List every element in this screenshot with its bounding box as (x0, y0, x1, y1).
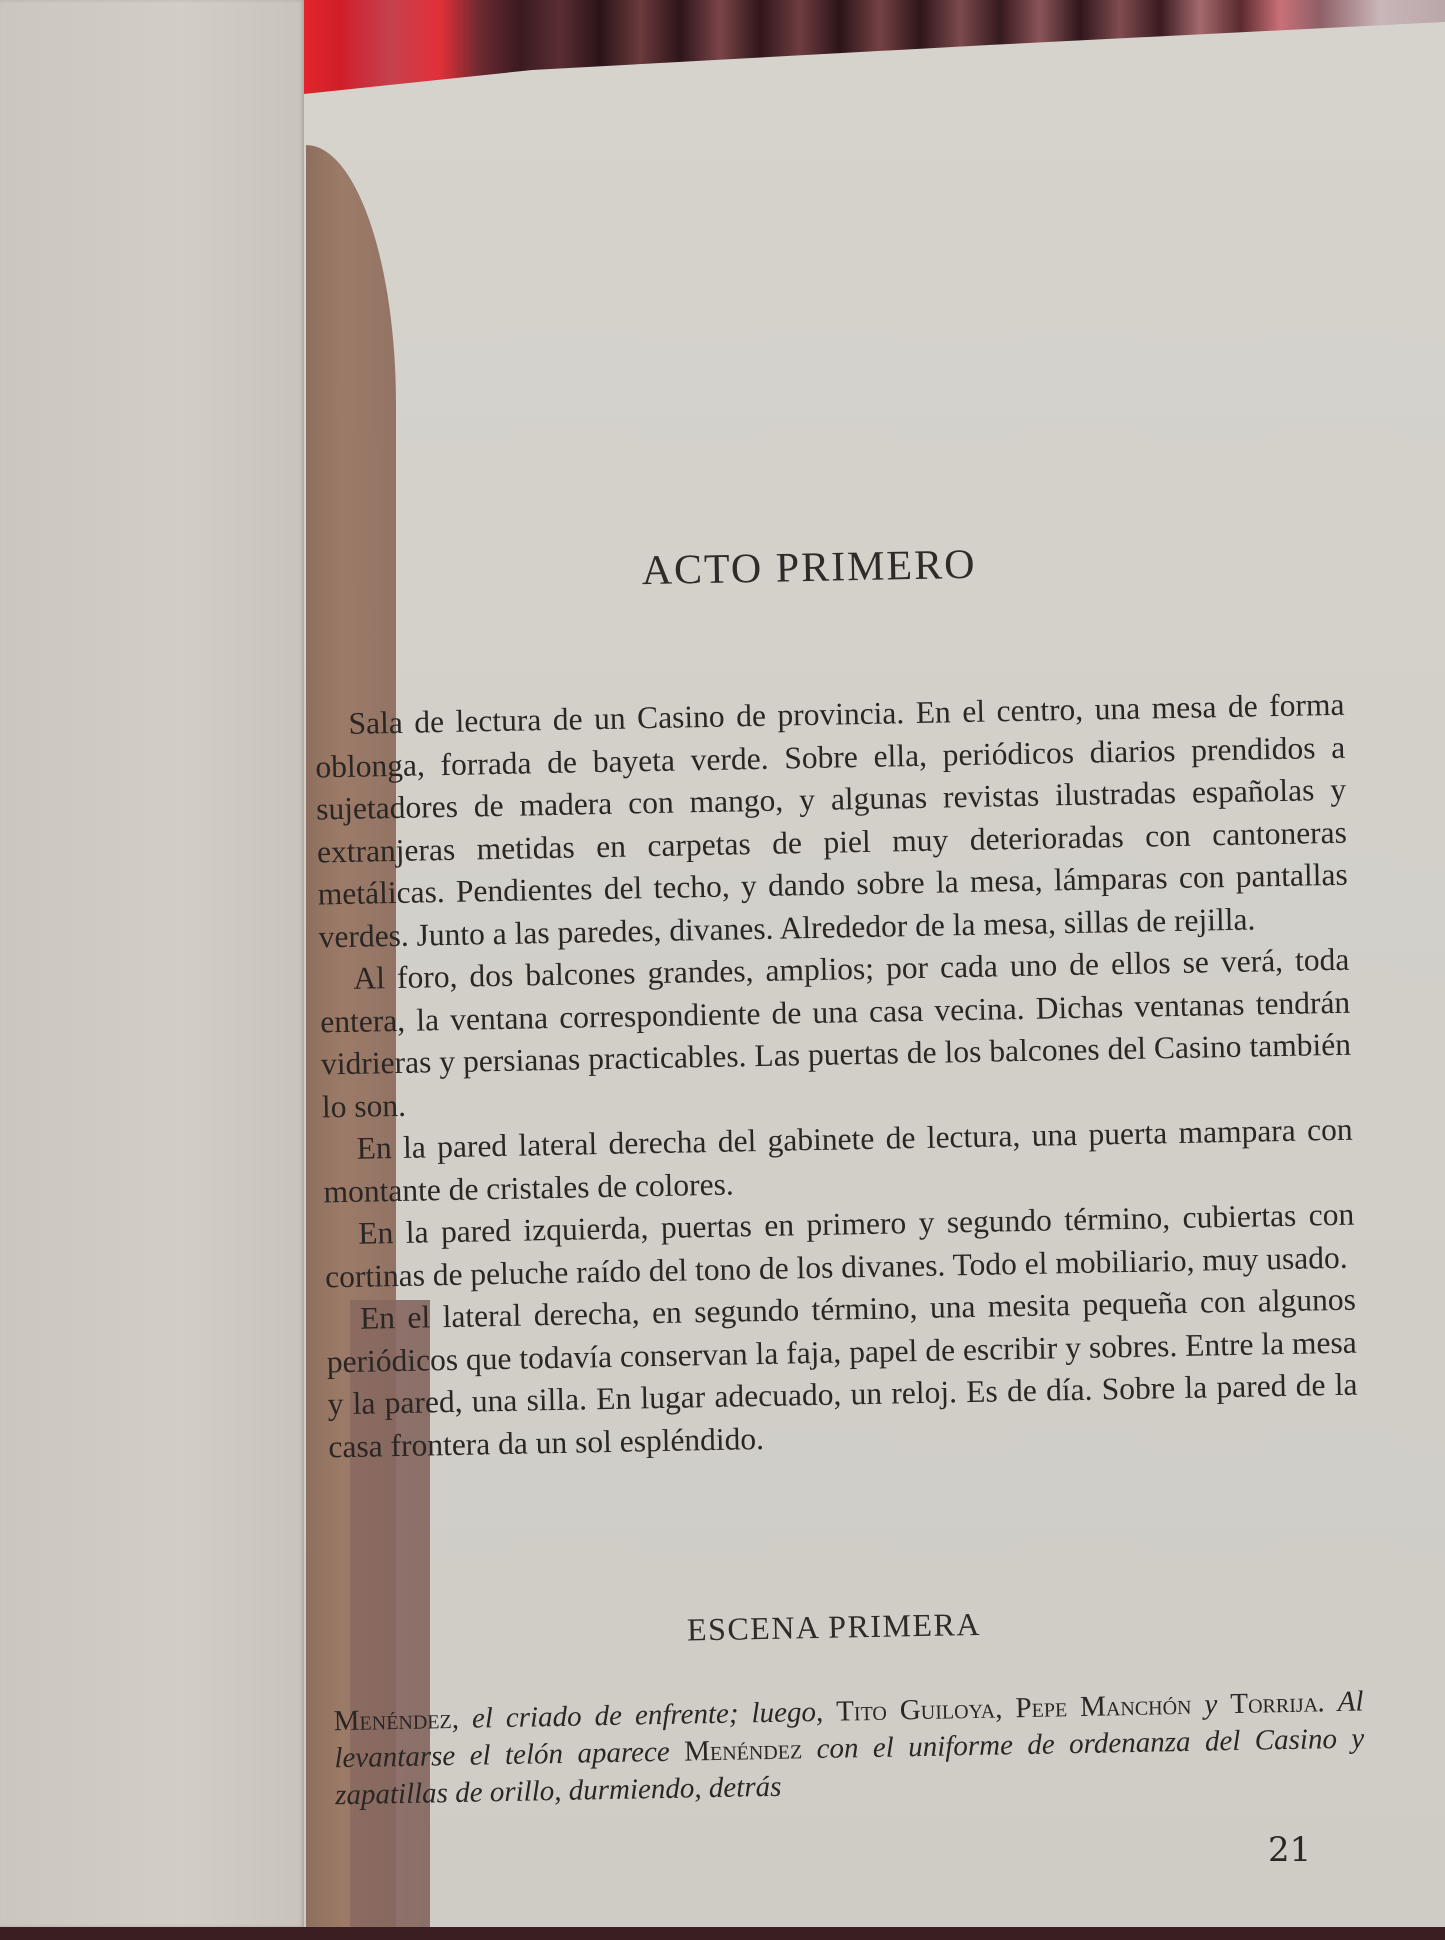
character-name: Pepe Manchón (1015, 1688, 1192, 1725)
italic-text: con el uniforme de ordenanza del Casino y zapatillas de orillo, durmiendo, detrás (334, 1722, 1365, 1812)
act-title: ACTO PRIMERO (641, 541, 977, 595)
stage-directions (314, 684, 1358, 1469)
stage-direction-paragraph: Sala de lectura de un Casino de provincia. En el centro, una mesa de forma oblonga, forrada de bayeta verde. Sobre ella, periódicos diarios prendidos a sujetadores de madera con mango, y algunas revistas ilustradas españolas y extranjeras metidas en carpetas de piel muy deterioradas con cantoneras metálicas. Pendientes del techo, y dando sobre la mesa, lámparas con pantallas verdes. Junto a las paredes, divanes. Alrededor de la mesa, sillas de rejilla. (315, 686, 1348, 954)
character-name: Menéndez (683, 1733, 803, 1768)
characters-paragraph (333, 1684, 1365, 1815)
stage-direction-paragraph: Al foro, dos balcones grandes, amplios; por cada uno de ellos se verá, toda entera, la ventana correspondiente de una casa vecina. Dichas ventanas tendrán vidrieras y persianas practicables. Las puertas de los balcones del Casino también lo son. (319, 941, 1352, 1124)
scene-title: ESCENA PRIMERA (686, 1605, 982, 1648)
character-name: Torrija (1230, 1686, 1319, 1721)
italic-text: y (1191, 1688, 1231, 1721)
italic-text: , el criado de enfrente; luego, (451, 1695, 837, 1736)
page-number: 21 (1268, 1830, 1312, 1870)
page-text-block (301, 0, 1368, 1940)
stage-direction-paragraph: En la pared lateral derecha del gabinete de lectura, una puerta mampara con montante de cristales de colores. (323, 1111, 1353, 1209)
character-name: Tito Guiloya (835, 1692, 996, 1728)
left-page (0, 0, 304, 1927)
italic-text: . Al levantarse el telón aparece (334, 1685, 1364, 1775)
character-name: Menéndez (333, 1703, 452, 1738)
separator-text: , (994, 1692, 1016, 1725)
stage-direction-paragraph: En la pared izquierda, puertas en primero y segundo término, cubiertas con cortinas de peluche raído del tono de los divanes. Todo el mobiliario, muy usado. (324, 1196, 1355, 1294)
stage-direction-paragraph: En el lateral derecha, en segundo término, una mesita pequeña con algunos periódicos que todavía conservan la faja, papel de escribir y sobres. Entre la mesa y la pared, una silla. En lugar adecuado, un reloj. Es de día. Sobre la pared de la casa frontera da un sol espléndido. (326, 1281, 1358, 1464)
